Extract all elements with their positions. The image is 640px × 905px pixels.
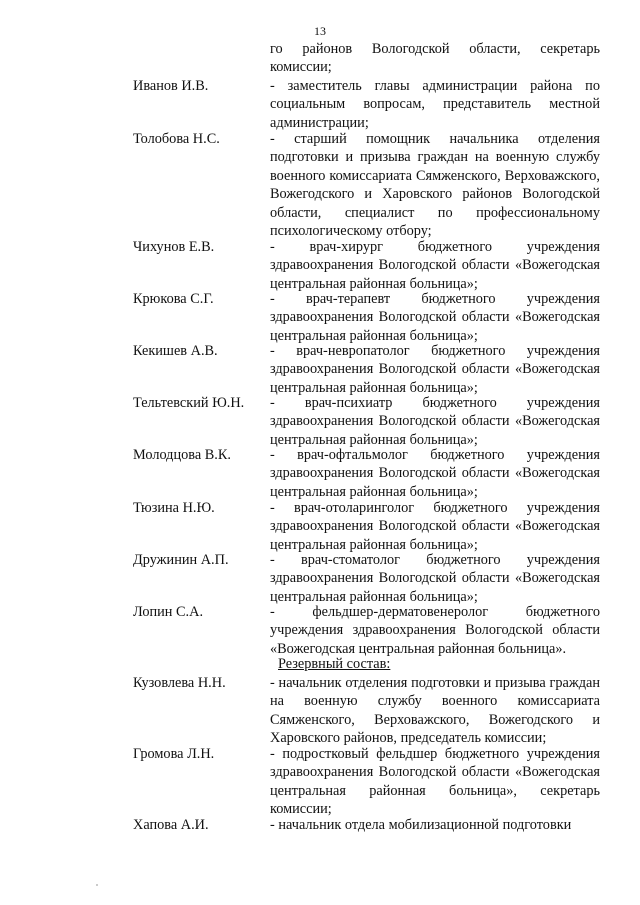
member-description: - начальник отдела мобилизационной подготовки [270,817,572,833]
member-description: - врач-отоларинголог бюджетного учреждения здравоохранения Вологодской области «Вожегодская центральная районная больница»; [270,500,600,553]
scan-speck [96,884,98,886]
member-description: - врач-терапевт бюджетного учреждения здравоохранения Вологодской области «Вожегодская центральная районная больница»; [270,291,600,344]
member-name: Тельтевский Ю.Н. [133,395,245,411]
member-name: Кузовлева Н.Н. [133,675,226,691]
member-description: - врач-стоматолог бюджетного учреждения здравоохранения Вологодской области «Вожегодская центральная районная больница»; [270,552,600,605]
member-description: - врач-хирург бюджетного учреждения здравоохранения Вологодской области «Вожегодская центральная районная больница»; [270,239,600,292]
member-name: Дружинин А.П. [133,552,229,568]
member-name: Громова Л.Н. [133,746,215,762]
member-name: Лопин С.А. [133,604,204,620]
member-description: - врач-невропатолог бюджетного учреждения здравоохранения Вологодской области «Вожегодская центральная районная больница»; [270,343,600,396]
member-name: Крюкова С.Г. [133,291,214,307]
member-description: - врач-офтальмолог бюджетного учреждения здравоохранения Вологодской области «Вожегодская центральная районная больница»; [270,447,600,500]
member-description: - фельдшер-дерматовенеролог бюджетного учреждения здравоохранения Вологодской области «Вожегодская центральная районная больница». [270,604,600,657]
member-name: Молодцова В.К. [133,447,231,463]
member-name: Тюзина Н.Ю. [133,500,215,516]
member-name: Толобова Н.С. [133,131,220,147]
member-name: Хапова А.И. [133,817,209,833]
member-name: Чихунов Е.В. [133,239,215,255]
member-description: - заместитель главы администрации района по социальным вопросам, представитель местной администрации; [270,78,600,131]
page-number: 13 [314,24,326,38]
member-description: - врач-психиатр бюджетного учреждения здравоохранения Вологодской области «Вожегодская центральная районная больница»; [270,395,600,448]
reserve-heading: Резервный состав: [278,656,391,672]
member-description: - подростковый фельдшер бюджетного учреждения здравоохранения Вологодской области «Вожегодская центральная районная больница», секретарь комиссии; [270,746,600,818]
member-name: Иванов И.В. [133,78,209,94]
member-description: - старший помощник начальника отделения подготовки и призыва граждан на военную службу военного комиссариата Сямженского, Верховажского, Вожегодского и Харовского районов Вологодской области, специалист по профессиональному психологическому отбору; [270,131,600,240]
member-description: - начальник отделения подготовки и призыва граждан на военную службу военного комиссариата Сямженского, Верховажского, Вожегодского и Харовского районов, председатель комиссии; [270,675,600,747]
continuation-text: го районов Вологодской области, секретарь комиссии; [270,41,600,76]
member-name: Кекишев А.В. [133,343,218,359]
